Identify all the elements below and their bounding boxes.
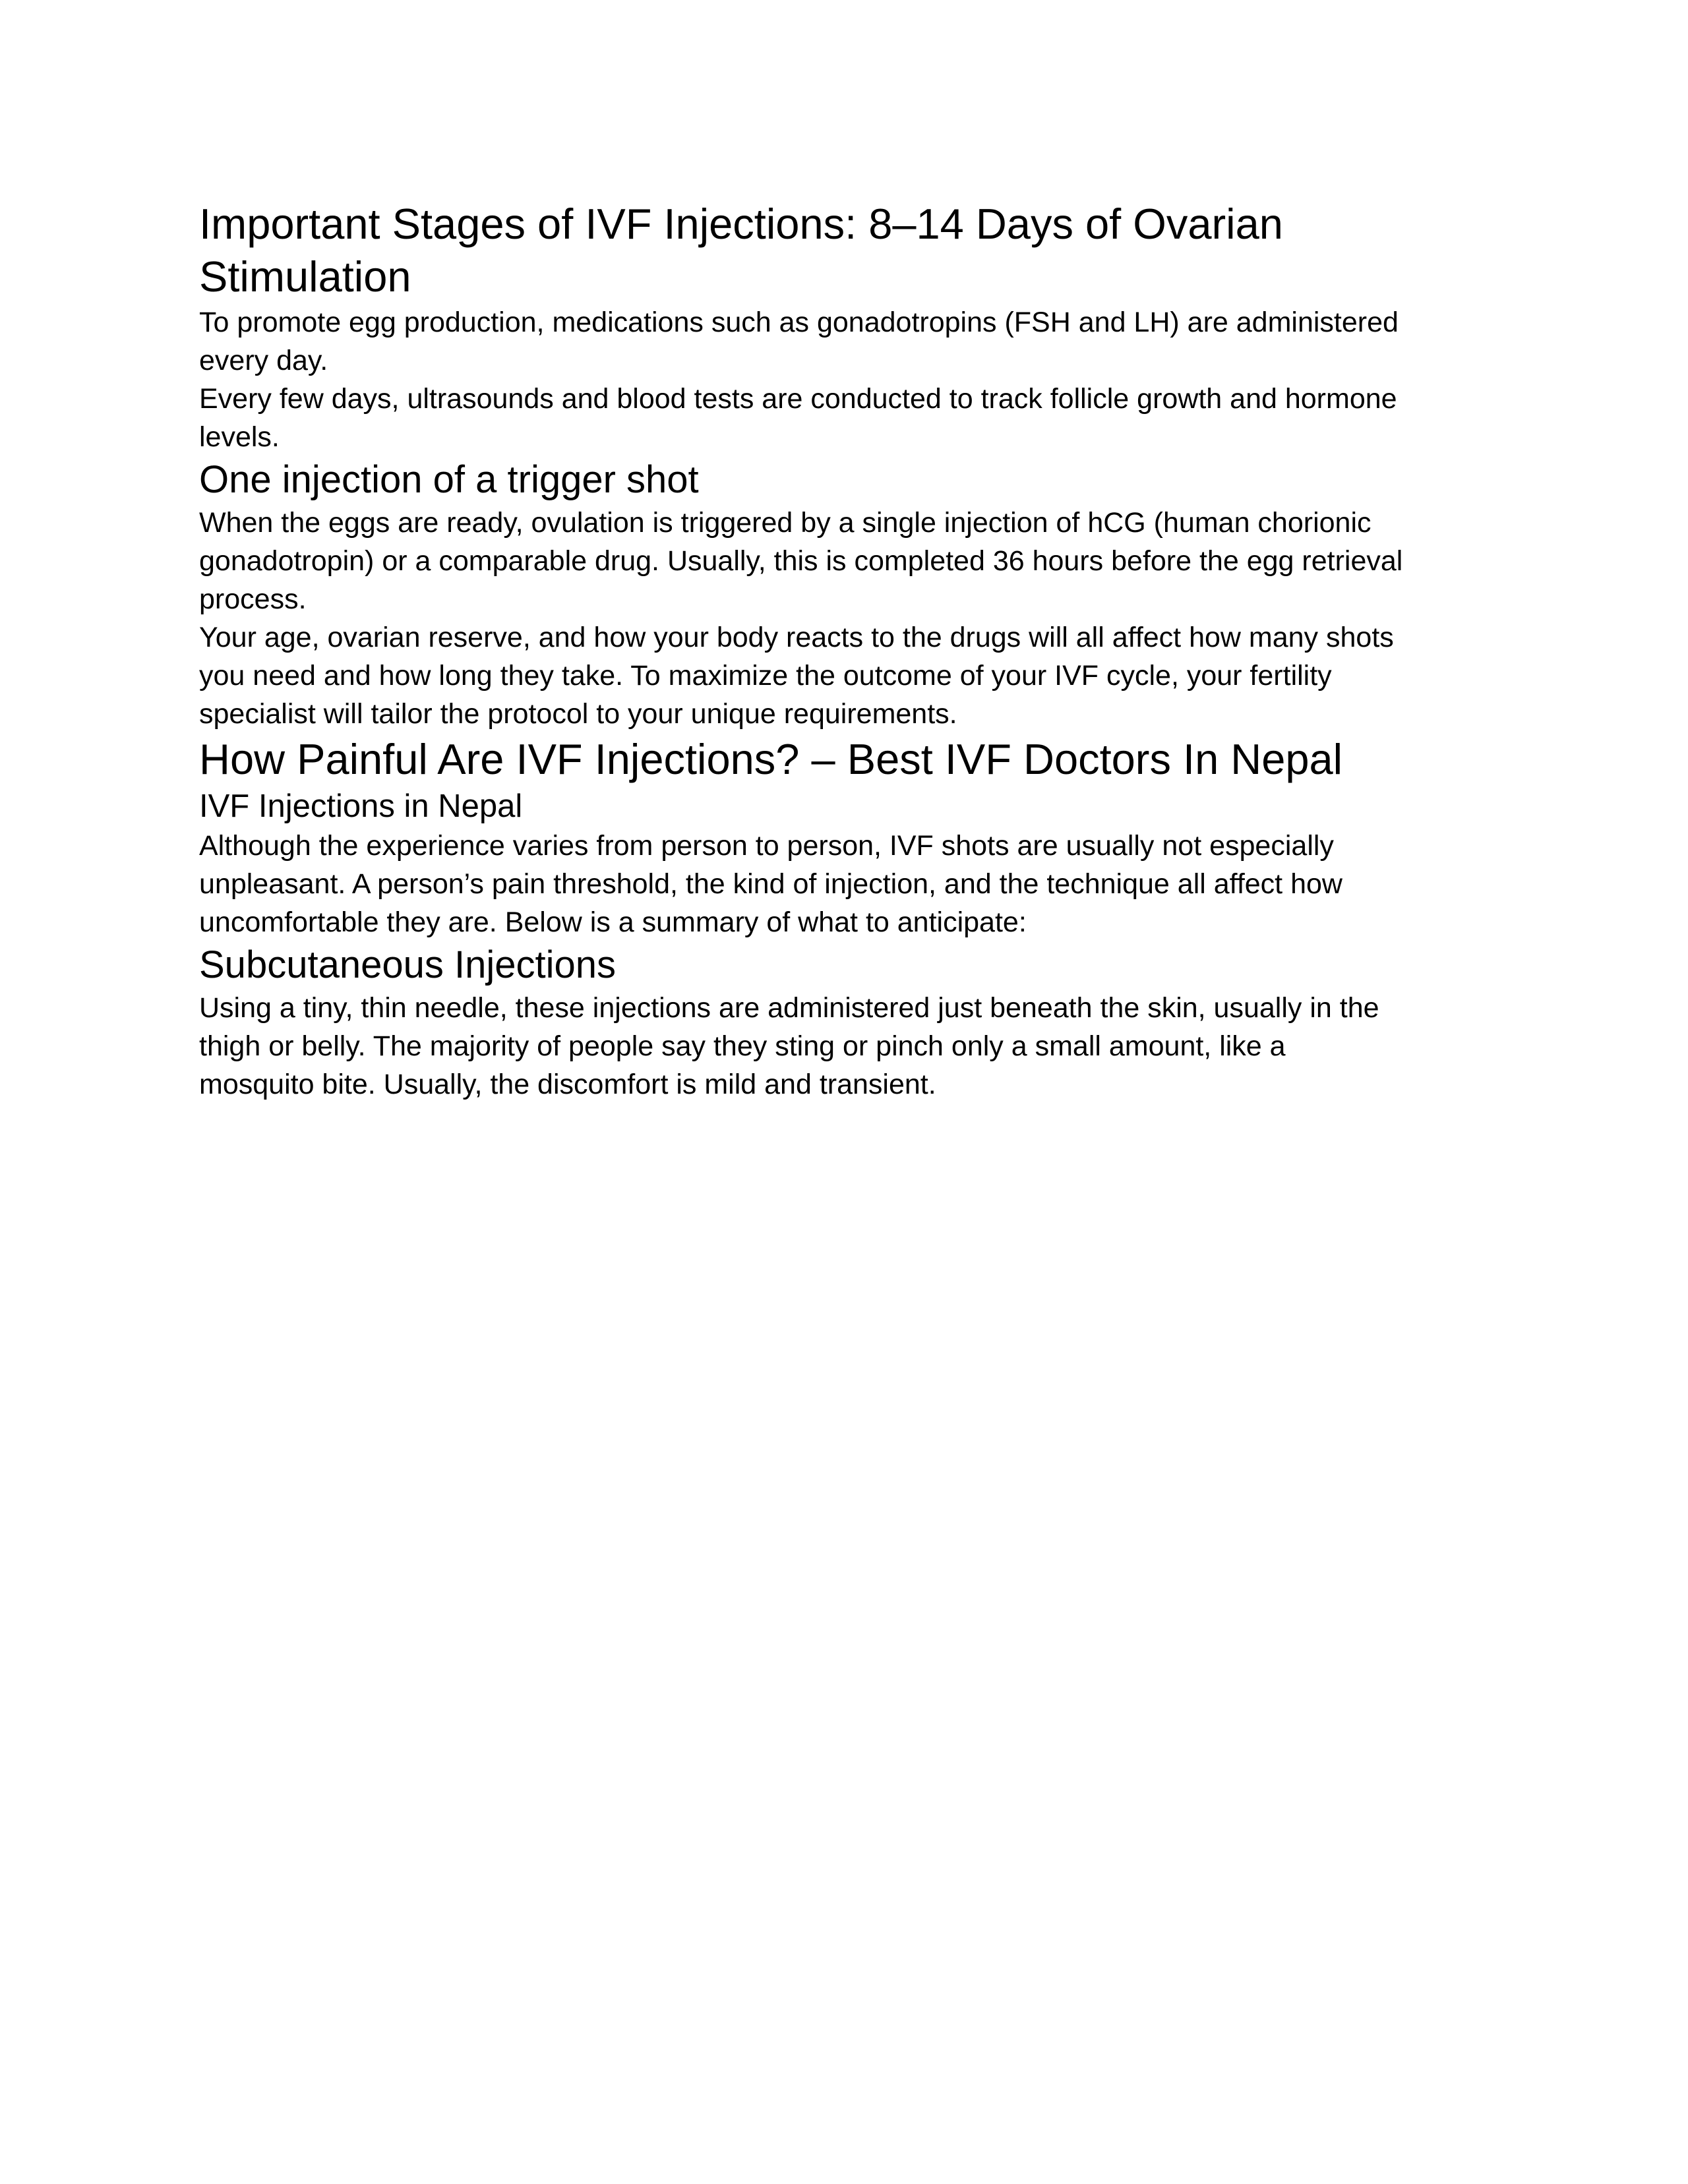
- heading-subcutaneous-injections: Subcutaneous Injections: [199, 943, 616, 986]
- paragraph-hcg-trigger: When the eggs are ready, ovulation is triggered by a single injection of hCG (human chorionic gonadotropin) or a comparable drug. Usually, this is completed 36 hours before the egg retrieval process.: [199, 507, 1403, 615]
- paragraph-pain-experience: Although the experience varies from person to person, IVF shots are usually not especially unpleasant. A person’s pain threshold, the kind of injection, and the technique all affect how uncomfortable they are. Below is a summary of what to anticipate:: [199, 830, 1342, 938]
- paragraph-protocol-tailoring: Your age, ovarian reserve, and how your body reacts to the drugs will all affect how many shots you need and how long they take. To maximize the outcome of your IVF cycle, your fertility specialist will tailor the protocol to your unique requirements.: [199, 622, 1394, 730]
- document-content: [0, 0, 1408, 1104]
- paragraph-monitoring: Every few days, ultrasounds and blood tests are conducted to track follicle growth and hormone levels.: [199, 383, 1397, 453]
- paragraph-subcutaneous-details: Using a tiny, thin needle, these injections are administered just beneath the skin, usually in the thigh or belly. The majority of people say they sting or pinch only a small amount, like a mosquito bite. Usually, the discomfort is mild and transient.: [199, 992, 1379, 1100]
- heading-ivf-stages: Important Stages of IVF Injections: 8–14 Days of Ovarian Stimulation: [199, 200, 1283, 301]
- heading-ivf-injections-nepal: IVF Injections in Nepal: [199, 788, 523, 824]
- heading-how-painful: How Painful Are IVF Injections? – Best IVF Doctors In Nepal: [199, 735, 1343, 783]
- heading-trigger-shot: One injection of a trigger shot: [199, 458, 699, 501]
- paragraph-gonadotropins: To promote egg production, medications such as gonadotropins (FSH and LH) are administered every day.: [199, 307, 1399, 376]
